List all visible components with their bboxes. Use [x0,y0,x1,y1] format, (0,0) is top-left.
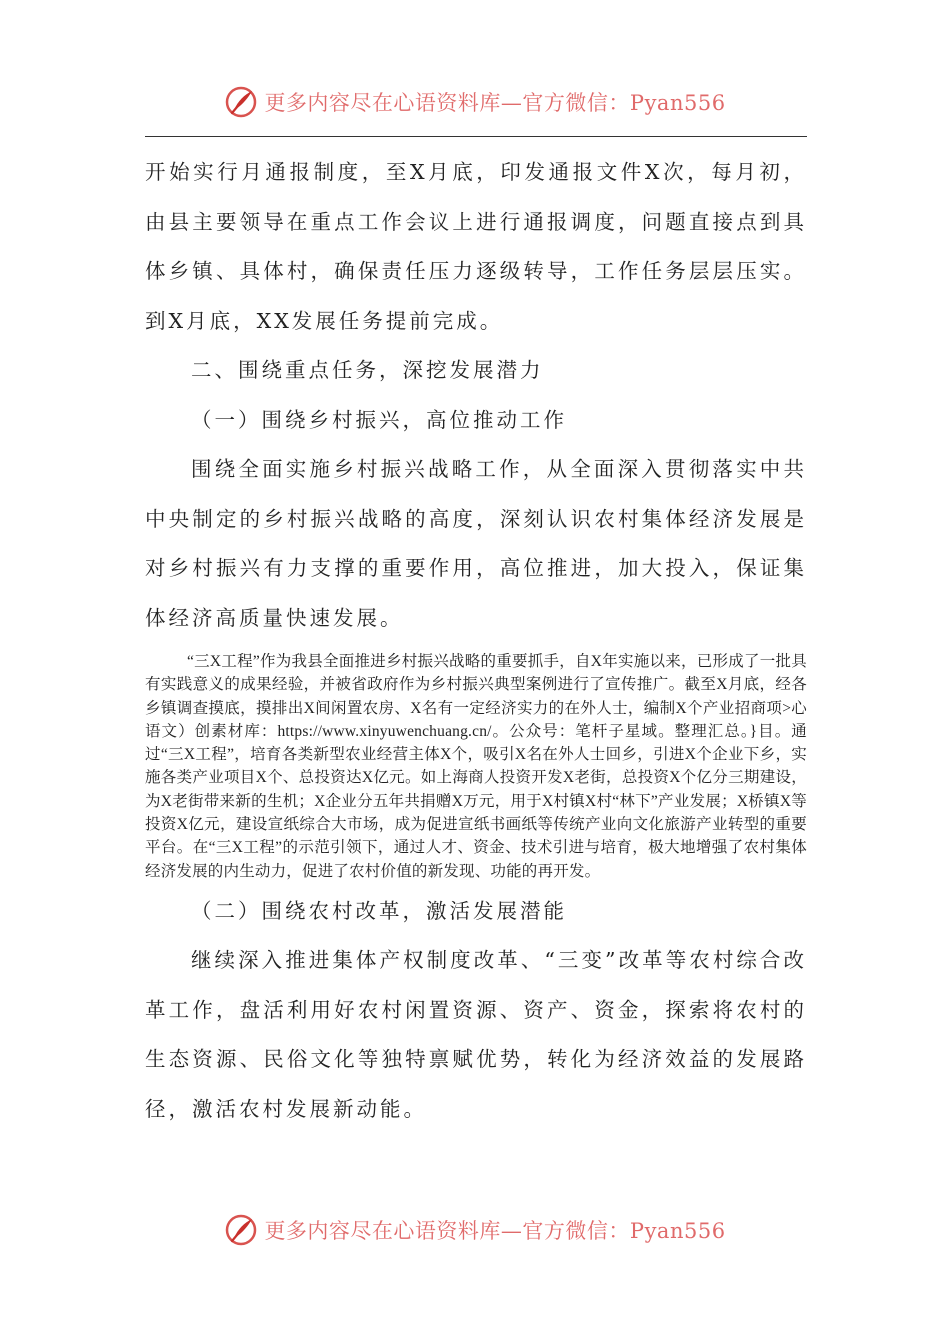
paragraph-1: 开始实行月通报制度，至X月底，印发通报文件X次，每月初，由县主要领导在重点工作会议上进行通报调度，问题直接点到具体乡镇、具体村，确保责任压力逐级转导，工作任务层层压实。到X月底，XX发展任务提前完成。 [145,160,807,333]
quill-logo-icon [224,85,258,119]
header-banner [0,80,950,124]
footer-banner-text: 更多内容尽在心语资料库—官方微信：Pyan556 [264,1219,726,1243]
section-heading-2: 二、围绕重点任务，深挖发展潜力 [191,358,544,382]
subsection-heading-1: （一）围绕乡村振兴，高位推动工作 [191,407,567,432]
subsection-heading-2: （二）围绕农村改革，激活发展潜能 [191,898,567,923]
header-banner-text: 更多内容尽在心语资料库—官方微信：Pyan556 [264,91,726,115]
document-body [145,148,807,1134]
paragraph-2: 围绕全面实施乡村振兴战略工作，从全面深入贯彻落实中共中央制定的乡村振兴战略的高度，深刻认识农村集体经济发展是对乡村振兴有力支撑的重要作用，高位推进，加大投入，保证集体经济高质量快速发展。 [145,457,807,630]
paragraph-3: “三X工程”作为我县全面推进乡村振兴战略的重要抓手，自X年实施以来，已形成了一批具有实践意义的成果经验，并被省政府作为乡村振兴典型案例进行了宣传推广。截至X月底，经各乡镇调查摸底，摸排出X间闲置农房、X名有一定经济实力的在外人士，编制X个产业招商项>心语文）创素材库：https://www.xinyuwenchuang.cn/。公众号：笔杆子星域。整理汇总。}目。通过“三X工程”，培育各类新型农业经营主体X个，吸引X名在外人士回乡，引进X个企业下乡，实施各类产业项目X个、总投资达X亿元。如上海商人投资开发X老街，总投资X个亿分三期建设，为X老街带来新的生机；X企业分五年共捐赠X万元，用于X村镇X村“林下”产业发展；X桥镇X等投资X亿元，建设宣纸综合大市场，成为促进宣纸书画纸等传统产业向文化旅游产业转型的重要平台。在“三X工程”的示范引领下，通过人才、资金、技术引进与培育，极大地增强了农村集体经济发展的内生动力，促进了农村价值的新发现、功能的再开发。 [145,653,807,880]
paragraph-4: 继续深入推进集体产权制度改革、“三变”改革等农村综合改革工作，盘活利用好农村闲置资源、资产、资金，探索将农村的生态资源、民俗文化等独特禀赋优势，转化为经济效益的发展路径，激活农村发展新动能。 [145,948,807,1121]
quill-logo-icon [224,1213,258,1247]
header-divider [145,136,807,137]
footer-banner [0,1208,950,1252]
